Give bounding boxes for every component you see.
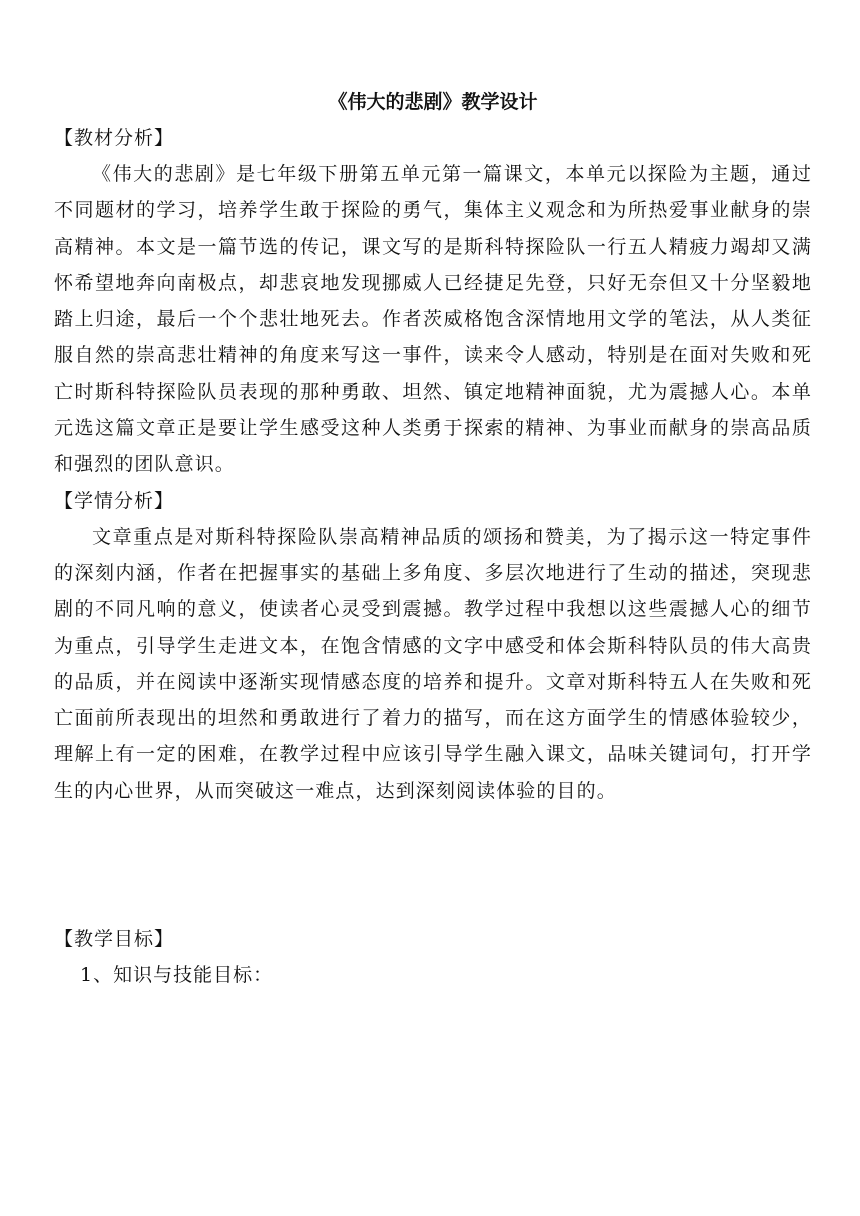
section-teaching-objectives [54,921,812,993]
document-page [54,84,812,993]
objective-item: 1、知识与技能目标： [80,964,274,987]
section-paragraph: 文章重点是对斯科特探险队崇高精神品质的颂扬和赞美，为了揭示这一特定事件的深刻内涵，作者在把握事实的基础上多角度、多层次地进行了生动的描述，突现悲剧的不同凡响的意义，使读者心灵受到震撼。教学过程中我想以这些震撼人心的细节为重点，引导学生走进文本，在饱含情感的文字中感受和体会斯科特队员的伟大高贵的品质，并在阅读中逐渐实现情感态度的培养和提升。文章对斯科特五人在失败和死亡面前所表现出的坦然和勇敢进行了着力的描写，而在这方面学生的情感体验较少，理解上有一定的困难，在教学过程中应该引导学生融入课文，品味关键词句，打开学生的内心世界，从而突破这一难点，达到深刻阅读体验的目的。 [54,525,812,802]
section-heading: 【教材分析】 [54,127,175,149]
section-textbook-analysis [54,120,812,483]
document-title: 《伟大的悲剧》教学设计 [328,91,538,113]
blank-space [54,809,812,921]
section-heading: 【学情分析】 [54,489,175,512]
section-paragraph: 《伟大的悲剧》是七年级下册第五单元第一篇课文，本单元以探险为主题，通过不同题材的学习，培养学生敢于探险的勇气，集体主义观念和为所热爱事业献身的崇高精神。本文是一篇节选的传记，课文写的是斯科特探险队一行五人精疲力竭却又满怀希望地奔向南极点，却悲哀地发现挪威人已经捷足先登，只好无奈但又十分坚毅地踏上归途，最后一个个悲壮地死去。作者茨威格饱含深情地用文学的笔法，从人类征服自然的崇高悲壮精神的角度来写这一事件，读来令人感动，特别是在面对失败和死亡时斯科特探险队员表现的那种勇敢、坦然、镇定地精神面貌，尤为震撼人心。本单元选这篇文章正是要让学生感受这种人类勇于探索的精神、为事业而献身的崇高品质和强烈的团队意识。 [54,163,812,476]
section-student-analysis [54,483,812,809]
section-heading: 【教学目标】 [54,928,175,951]
